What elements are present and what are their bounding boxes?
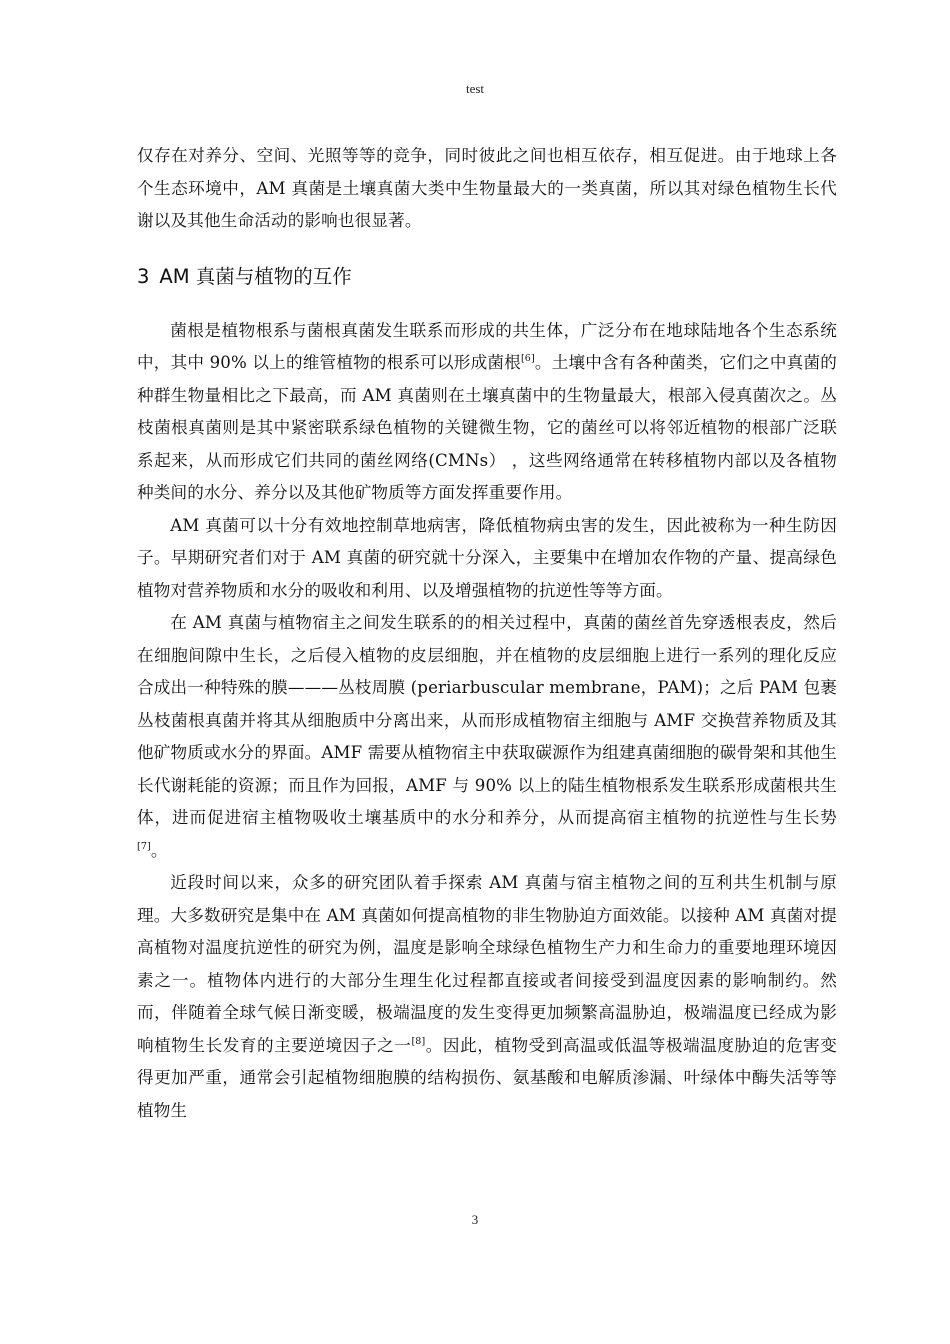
citation-ref: [7]	[137, 840, 151, 852]
section-number: 3	[137, 264, 150, 288]
citation-ref: [6]	[520, 353, 535, 364]
paragraph-text: 近段时间以来，众多的研究团队着手探索 AM 真菌与宿主植物之间的互利共生机制与原理。大多数研究是集中在 AM 真菌如何提高植物的非生物胁迫方面效能。以接种 AM 真菌对提高植物对温度抗逆性的研究为例，温度是影响全球绿色植物生产力和生命力的重要地理环境因素之一。植物体内进行的大部分生理生化过程都直接或者间接受到温度因素的影响制约。然而，伴随着全球气候日渐变暖，极端温度的发生变得更加频繁高温胁迫，极端温度已经成为影响植物生长发育的主要逆境因子之一	[137, 873, 837, 1055]
citation-ref: [8]	[411, 1035, 426, 1047]
paragraph-text: 。土壤中含有各种菌类，它们之中真菌的种群生物量相比之下最高，而 AM 真菌则在土壤真菌中的生物量最大，根部入侵真菌次之。丛枝菌根真菌则是其中紧密联系绿色植物的关键微生物，它的菌丝可以将邻近植物的根部广泛联系起来，从而形成它们共同的菌丝网络(CMNs） ，这些网络通常在转移植物内部以及各植物种类间的水分、养分以及其他矿物质等方面发挥重要作用。	[137, 353, 837, 502]
paragraph-text: 菌根是植物根系与菌根真菌发生联系而形成的共生体，广泛分布在地球陆地各个生态系统中，其中 90% 以上的维管植物的根系可以形成菌根	[137, 320, 837, 372]
section-title: AM 真菌与植物的互作	[159, 264, 352, 288]
paragraph-temperature	[137, 867, 837, 1127]
paragraph-mycorrhiza	[137, 315, 837, 510]
paragraph-pam	[137, 607, 837, 867]
section-heading	[137, 261, 837, 293]
page-header: test	[465, 81, 485, 96]
paragraph-biocontrol: AM 真菌可以十分有效地控制草地病害，降低植物病虫害的发生，因此被称为一种生防因子。早期研究者们对于 AM 真菌的研究就十分深入，主要集中在增加农作物的产量、提高绿色植物对营养物质和水分的吸收和利用、以及增强植物的抗逆性等等方面。	[137, 515, 837, 600]
page-number: 3	[471, 1212, 479, 1227]
page-body	[137, 140, 837, 1127]
paragraph-continued: 仅存在对养分、空间、光照等等的竞争，同时彼此之间也相互依存，相互促进。由于地球上各个生态环境中，AM 真菌是土壤真菌大类中生物量最大的一类真菌，所以其对绿色植物生长代谢以及其他生命活动的影响也很显著。	[137, 146, 837, 230]
paragraph-text: 在 AM 真菌与植物宿主之间发生联系的的相关过程中，真菌的菌丝首先穿透根表皮，然后在细胞间隙中生长，之后侵入植物的皮层细胞，并在植物的皮层细胞上进行一系列的理化反应合成出一种特殊的膜———丛枝周膜 (periarbuscular membrane，PAM)；之后 PAM 包裹丛枝菌根真菌并将其从细胞质中分离出来，从而形成植物宿主细胞与 AMF 交换营养物质及其他矿物质或水分的界面。AMF 需要从植物宿主中获取碳源作为组建真菌细胞的碳骨架和其他生长代谢耗能的资源；而且作为回报，AMF 与 90% 以上的陆生植物根系发生联系形成菌根共生体，进而促进宿主植物吸收土壤基质中的水分和养分，从而提高宿主植物的抗逆性与生长势	[137, 613, 837, 827]
paragraph-text: 。	[150, 840, 168, 860]
paragraph-text: 。因此，植物受到高温或低温等极端温度胁迫的危害变得更加严重，通常会引起植物细胞膜的结构损伤、氨基酸和电解质渗漏、叶绿体中酶失活等等植物生	[137, 1035, 837, 1120]
